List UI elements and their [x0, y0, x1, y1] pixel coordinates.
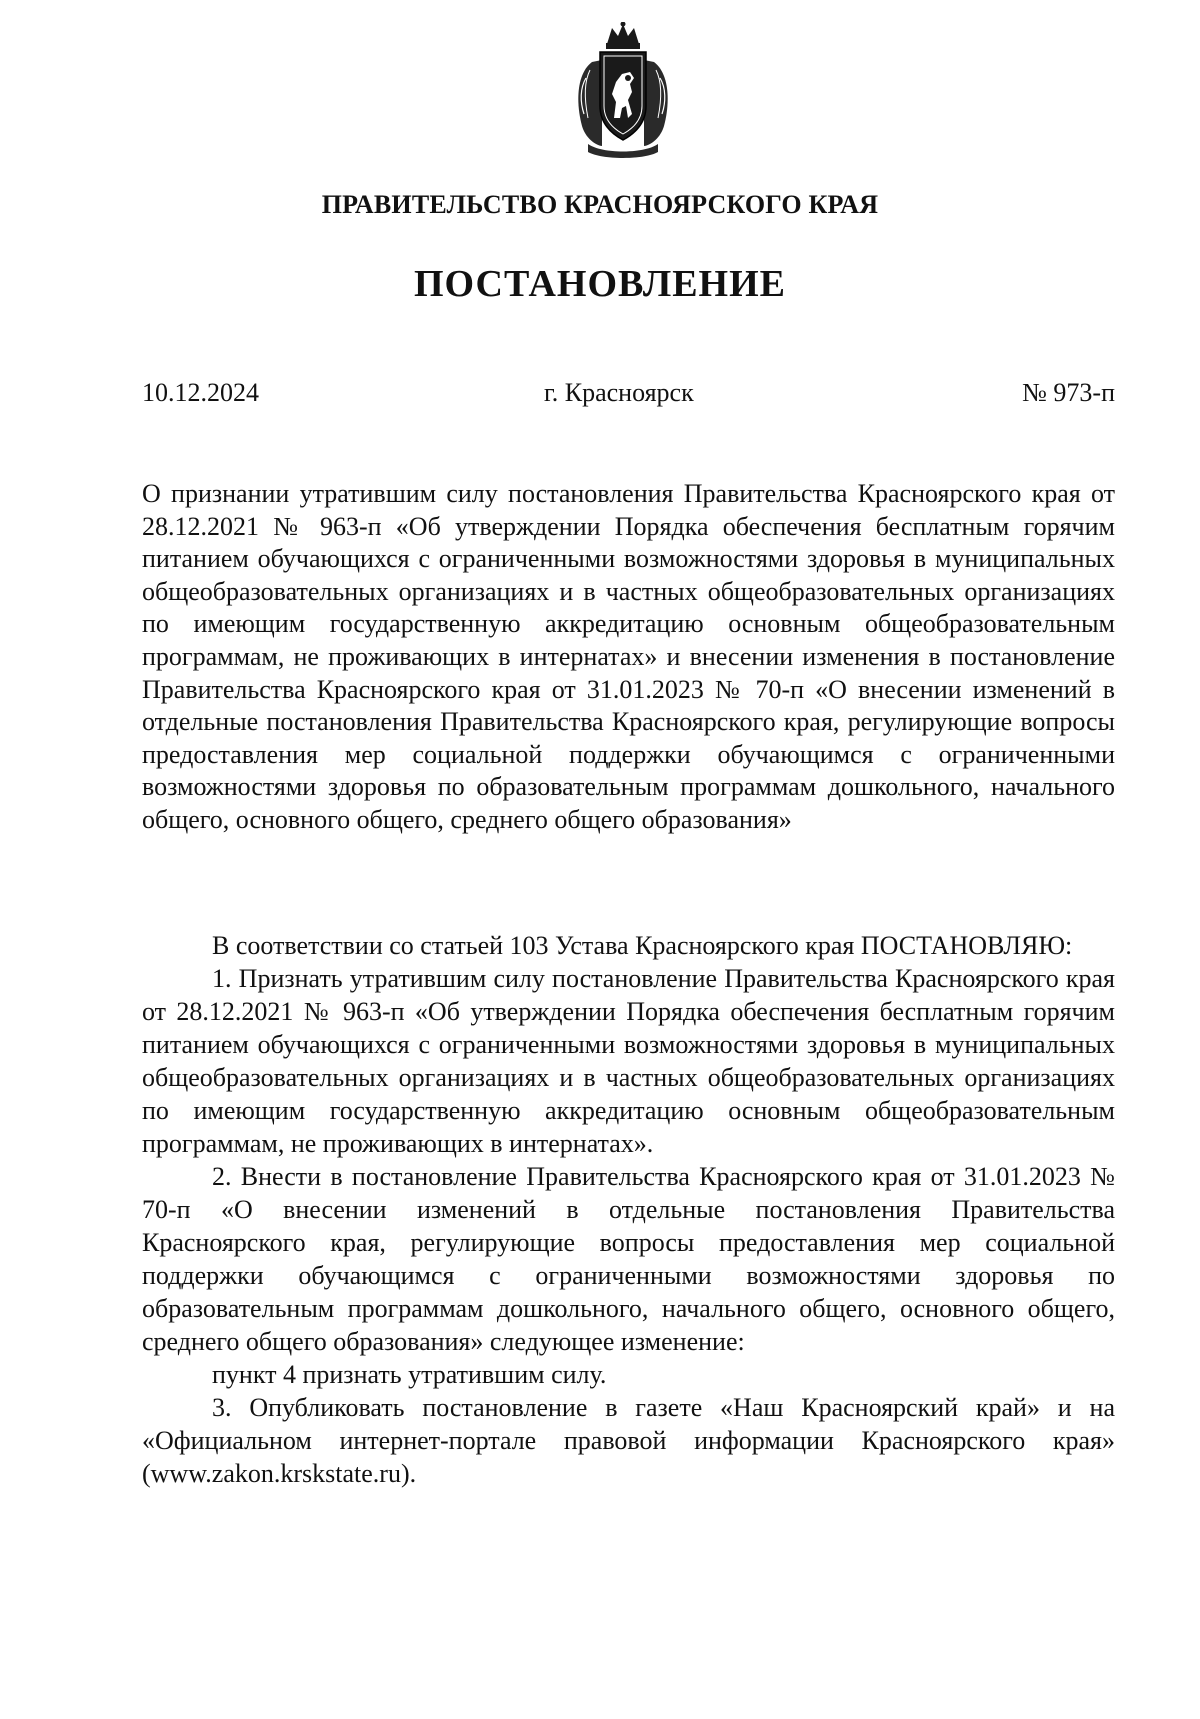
document-date: 10.12.2024 — [142, 378, 259, 407]
document-subject: О признании утратившим силу постановления Правительства Красноярского края от 28.12.2021 № 963-п «Об утверждении Порядка обеспечения бесплатным горячим питанием обучающихся с ограниченными возможностями здоровья в муниципальных общеобразовательных организациях и в частных общеобразовательных организациях по имеющим государственную аккредитацию основным общеобразовательным программам, не проживающих в интернатах» и внесении изменения в постановление Правительства Красноярского края от 31.01.2023 № 70-п «О внесении изменений в отдельные постановления Правительства Красноярского края, регулирующие вопросы предоставления мер социальной поддержки обучающимся с ограниченными возможностями здоровья по образовательным программам дошкольного, начального общего, основного общего, среднего общего образования» — [142, 479, 1115, 834]
body-item-3: 3. Опубликовать постановление в газете «Наш Красноярский край» и на «Официальном интернет-портале правовой информации Красноярского края» (www.zakon.krskstate.ru). — [142, 1393, 1115, 1488]
document-number: № 973-п — [1022, 378, 1115, 407]
body-item-2: 2. Внести в постановление Правительства Красноярского края от 31.01.2023 № 70-п «О внесении изменений в отдельные постановления Правительства Красноярского края, регулирующие вопросы предоставления мер социальной поддержки обучающимся с ограниченными возможностями здоровья по образовательным программам дошкольного, начального общего, основного общего, среднего общего образования» следующее изменение: — [142, 1162, 1115, 1356]
coat-of-arms-emblem — [572, 22, 674, 160]
document-type-title: ПОСТАНОВЛЕНИЕ — [413, 263, 787, 305]
body-item-2-sub: пункт 4 признать утратившим силу. — [212, 1360, 607, 1389]
document-meta-row — [142, 378, 1115, 412]
organization-title: ПРАВИТЕЛЬСТВО КРАСНОЯРСКОГО КРАЯ — [321, 190, 879, 219]
document-city: г. Красноярск — [544, 378, 694, 407]
body-preamble: В соответствии со статьей 103 Устава Красноярского края ПОСТАНОВЛЯЮ: — [212, 931, 1073, 960]
document-body — [142, 929, 1115, 1490]
body-item-1: 1. Признать утратившим силу постановление Правительства Красноярского края от 28.12.2021 № 963-п «Об утверждении Порядка обеспечения бесплатным горячим питанием обучающихся с ограниченными возможностями здоровья в муниципальных общеобразовательных организациях и в частных общеобразовательных организациях по имеющим государственную аккредитацию основным общеобразовательным программам, не проживающих в интернатах». — [142, 964, 1115, 1158]
